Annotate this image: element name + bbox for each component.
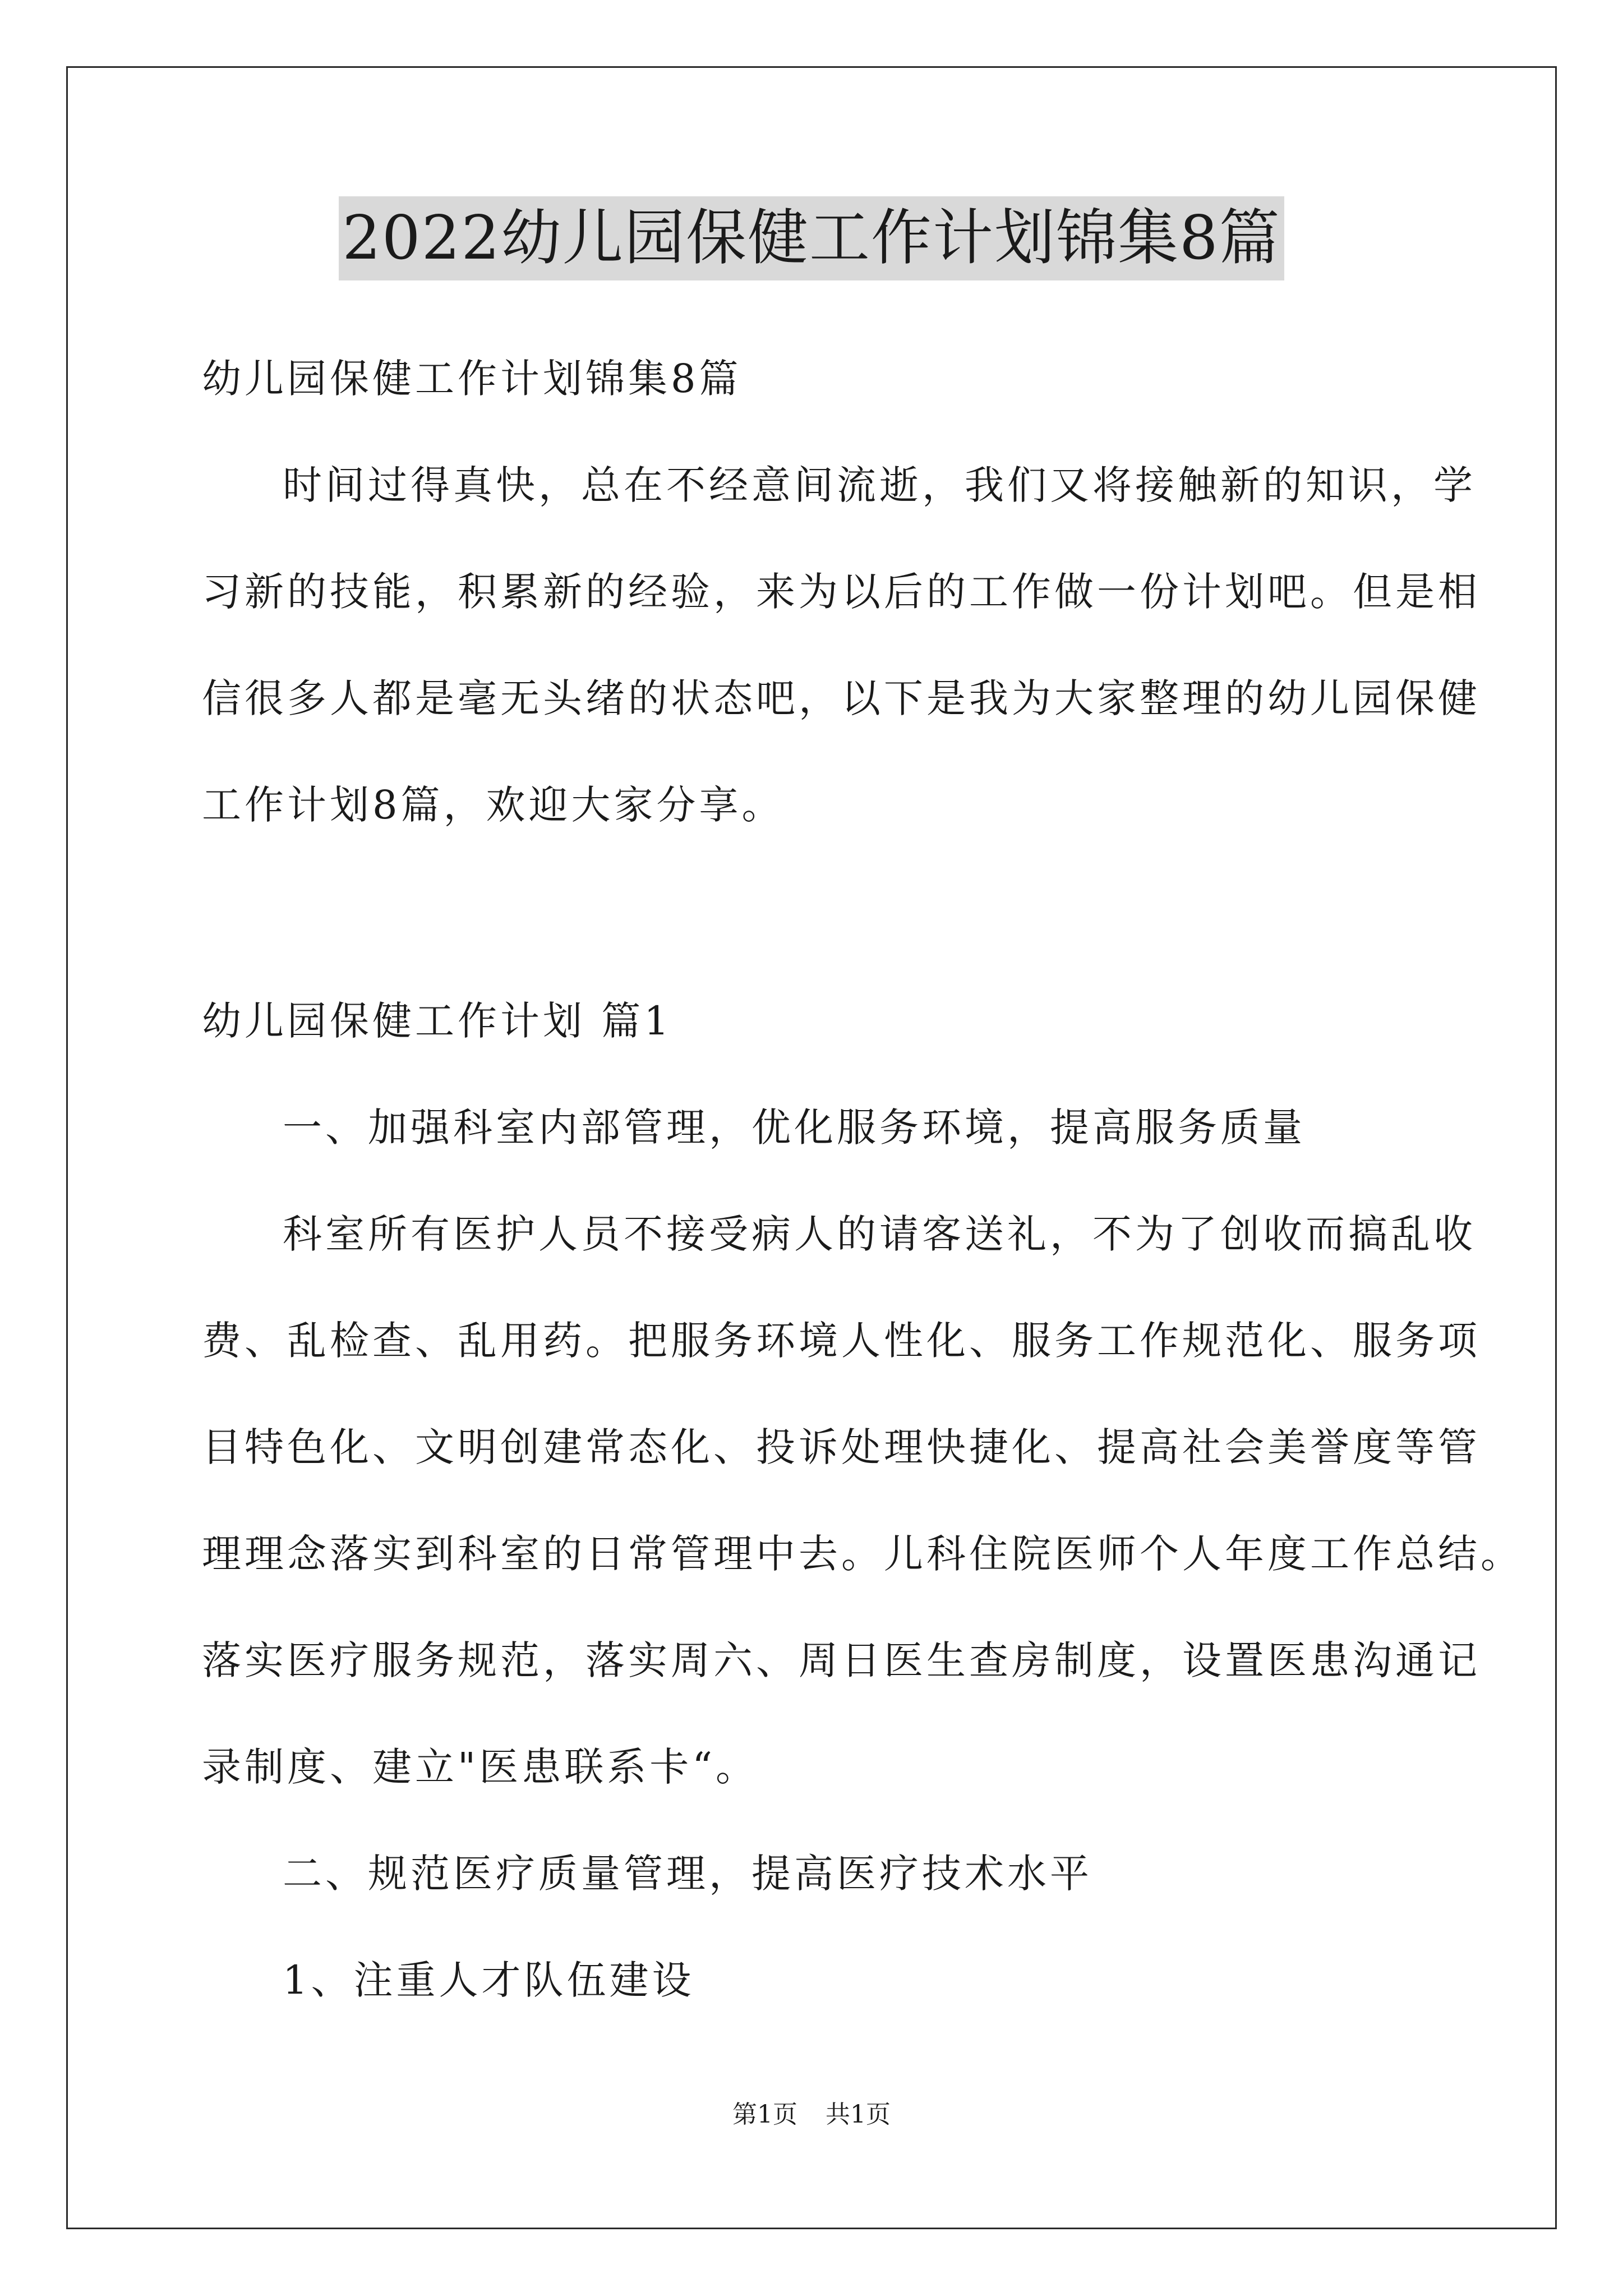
section-heading: 幼儿园保健工作计划 篇1	[202, 998, 672, 1044]
point1-line: 理理念落实到科室的日常管理中去。儿科住院医师个人年度工作总结。	[202, 1531, 1523, 1577]
point1-line: 录制度、建立"医患联系卡“。	[202, 1744, 758, 1790]
point2-subheading: 1、注重人才队伍建设	[283, 1957, 695, 2003]
point1-heading: 一、加强科室内部管理，优化服务环境，提高服务质量	[283, 1105, 1306, 1151]
point2-heading: 二、规范医疗质量管理，提高医疗技术水平	[283, 1851, 1092, 1897]
document-subtitle: 幼儿园保健工作计划锦集8篇	[202, 356, 742, 402]
page-number-current: 第1页	[732, 2100, 797, 2129]
point1-line: 科室所有医护人员不接受病人的请客送礼，不为了创收而搞乱收	[283, 1211, 1476, 1257]
point1-line: 目特色化、文明创建常态化、投诉处理快捷化、提高社会美誉度等管	[202, 1424, 1481, 1470]
point1-line: 落实医疗服务规范，落实周六、周日医生查房制度，设置医患沟通记	[202, 1637, 1481, 1683]
title-container	[0, 196, 1623, 280]
intro-line: 时间过得真快，总在不经意间流逝，我们又将接触新的知识，学	[283, 462, 1476, 508]
document-title: 2022幼儿园保健工作计划锦集8篇	[339, 196, 1284, 280]
page-number-total: 共1页	[826, 2100, 891, 2129]
intro-line: 习新的技能，积累新的经验，来为以后的工作做一份计划吧。但是相	[202, 569, 1481, 615]
page-footer	[0, 2098, 1623, 2132]
intro-line: 工作计划8篇，欢迎大家分享。	[202, 782, 785, 828]
point1-line: 费、乱检查、乱用药。把服务环境人性化、服务工作规范化、服务项	[202, 1318, 1481, 1364]
intro-line: 信很多人都是毫无头绪的状态吧，以下是我为大家整理的幼儿园保健	[202, 675, 1481, 721]
